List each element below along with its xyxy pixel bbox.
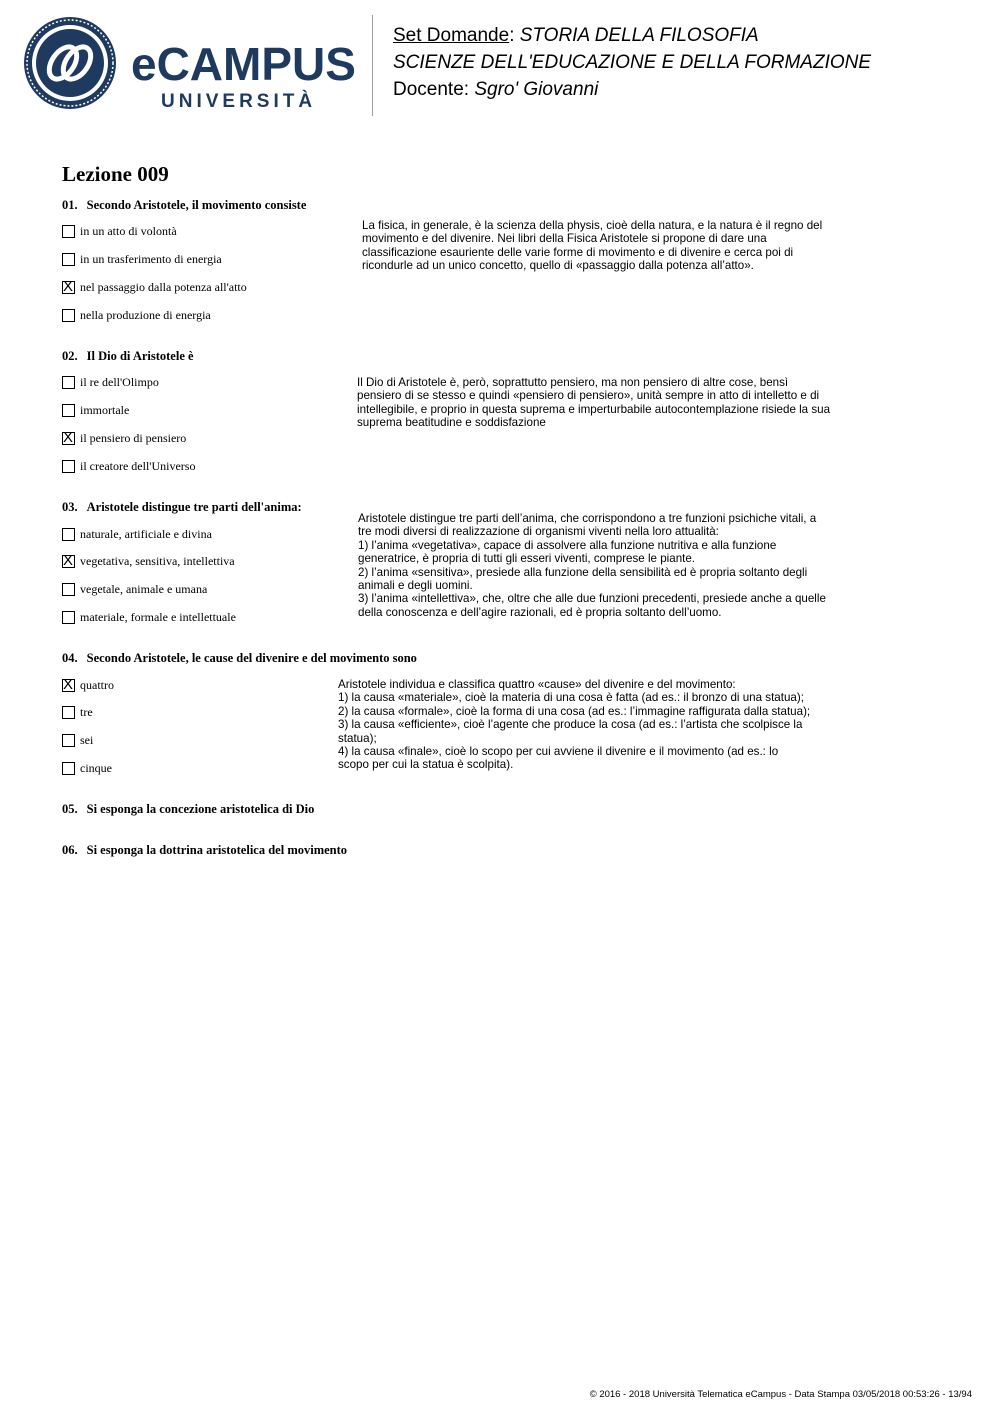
question-text: Il Dio di Aristotele è bbox=[86, 349, 194, 363]
set-line: Set Domande: STORIA DELLA FILOSOFIA bbox=[393, 25, 759, 46]
logo-brand: eCAMPUS bbox=[131, 38, 356, 90]
check-mark: X bbox=[63, 278, 74, 295]
check-mark: X bbox=[63, 676, 74, 693]
explanation-line: classificazione esauriente delle varie forme di movimento e di divenire e cerca poi di bbox=[362, 245, 794, 259]
checkbox-checked[interactable] bbox=[62, 676, 75, 693]
checkbox[interactable] bbox=[62, 253, 75, 266]
explanation bbox=[357, 376, 830, 430]
explanation bbox=[362, 219, 822, 273]
checkbox[interactable] bbox=[62, 734, 75, 747]
option-label: immortale bbox=[80, 403, 130, 417]
explanation-line: ricondurle ad un unico concetto, quello di «passaggio dalla potenza all’atto». bbox=[362, 259, 754, 273]
explanation-line: 1) l’anima «vegetativa», capace di assolvere alla funzione nutritiva e alla funzione bbox=[358, 538, 777, 552]
explanation-line: generatrice, è propria di tutti gli esseri viventi, comprese le piante. bbox=[358, 552, 696, 566]
question-text: Aristotele distingue tre parti dell'anima: bbox=[86, 500, 302, 514]
checkbox[interactable] bbox=[62, 309, 75, 322]
explanation-line: 4) la causa «finale», cioè lo scopo per cui avviene il divenire e il movimento (ad es.: lo bbox=[338, 745, 779, 759]
teacher-line bbox=[393, 76, 871, 103]
explanation-line: La fisica, in generale, è la scienza della physis, cioè della natura, e la natura è il regno del bbox=[362, 219, 823, 232]
set-label: Set Domande bbox=[393, 25, 510, 46]
option-label: quattro bbox=[80, 678, 114, 692]
option-label: in un trasferimento di energia bbox=[80, 252, 222, 266]
option-label: materiale, formale e intellettuale bbox=[80, 610, 236, 624]
option-label: il re dell'Olimpo bbox=[80, 375, 159, 389]
option-label: cinque bbox=[80, 761, 112, 775]
option-label: naturale, artificiale e divina bbox=[80, 527, 212, 541]
checkbox[interactable] bbox=[62, 460, 75, 473]
explanation-line: pensiero di se stesso e quindi «pensiero di pensiero», unità sempre in atto di intelletto e di bbox=[357, 389, 820, 403]
question-text: Secondo Aristotele, il movimento consiste bbox=[86, 198, 307, 212]
question-text: Si esponga la concezione aristotelica di Dio bbox=[86, 802, 315, 816]
explanation-line: 3) la causa «efficiente», cioè l’agente che produce la cosa (ad es.: l’artista che scolpisce la bbox=[338, 718, 803, 732]
explanation-line: 1) la causa «materiale», cioè la materia di una cosa è fatta (ad es.: il bronzo di una statua); bbox=[338, 691, 804, 705]
explanation-line: Aristotele individua e classifica quattro «cause» del divenire e del movimento: bbox=[338, 678, 736, 691]
option-label: in un atto di volontà bbox=[80, 224, 177, 238]
checkbox[interactable] bbox=[62, 528, 75, 541]
question-number: 06. bbox=[62, 843, 78, 857]
option-label: il pensiero di pensiero bbox=[80, 431, 187, 445]
question-title bbox=[62, 843, 347, 858]
explanation bbox=[338, 678, 810, 772]
header-divider bbox=[372, 15, 373, 116]
checkbox[interactable] bbox=[62, 404, 75, 417]
option-label: vegetale, animale e umana bbox=[80, 582, 208, 596]
option-label: vegetativa, sensitiva, intellettiva bbox=[80, 554, 235, 568]
checkbox-checked[interactable] bbox=[62, 429, 75, 446]
explanation-line: Il Dio di Aristotele è, però, soprattutto pensiero, ma non pensiero di altre cose, bensì bbox=[357, 376, 789, 389]
question-number: 05. bbox=[62, 802, 78, 816]
checkbox-checked[interactable] bbox=[62, 278, 75, 295]
question-title bbox=[62, 198, 306, 213]
logo-subtitle: UNIVERSITÀ bbox=[161, 91, 317, 112]
question-title bbox=[62, 500, 302, 515]
question-title bbox=[62, 802, 314, 817]
explanation-line: intellegibile, e proprio in questa suprema e imperturbabile autocontemplazione risiede la sua bbox=[357, 402, 831, 416]
teacher-name: Sgro' Giovanni bbox=[474, 79, 599, 100]
explanation bbox=[358, 512, 826, 619]
checkbox[interactable] bbox=[62, 706, 75, 719]
option-label: nel passaggio dalla potenza all'atto bbox=[80, 280, 247, 294]
checkbox-checked[interactable] bbox=[62, 552, 75, 569]
question-text: Si esponga la dottrina aristotelica del movimento bbox=[86, 843, 348, 857]
checkbox[interactable] bbox=[62, 376, 75, 389]
explanation-line: suprema beatitudine e soddisfazione bbox=[357, 416, 546, 430]
question-text: Secondo Aristotele, le cause del divenire e del movimento sono bbox=[86, 651, 417, 665]
header-info bbox=[393, 22, 871, 103]
explanation-line: 3) l’anima «intellettiva», che, oltre che alle due funzioni precedenti, presiede anche a quelle bbox=[358, 592, 826, 606]
explanation-line: 2) la causa «formale», cioè la forma di una cosa (ad es.: l’immagine raffigurata dalla statua); bbox=[338, 704, 811, 718]
option-label: tre bbox=[80, 705, 93, 719]
question-number: 01. bbox=[62, 198, 78, 212]
checkbox[interactable] bbox=[62, 611, 75, 624]
question-title bbox=[62, 349, 194, 364]
explanation-line: tre modi diversi di realizzazione di organismi viventi nella loro attualità: bbox=[358, 525, 719, 539]
explanation-line: 2) l’anima «sensitiva», presiede alla funzione della sensibilità ed è propria soltanto degli bbox=[358, 565, 808, 579]
teacher-label: Docente: bbox=[393, 79, 475, 100]
option-label: nella produzione di energia bbox=[80, 308, 211, 322]
explanation-line: statua); bbox=[338, 731, 377, 745]
option-label: sei bbox=[80, 733, 94, 747]
question-number: 03. bbox=[62, 500, 78, 514]
option-label: il creatore dell'Universo bbox=[80, 459, 196, 473]
explanation-line: animali e degli uomini. bbox=[358, 579, 473, 593]
explanation-line: della conoscenza e dell’agire razionali, ed è propria soltanto dell’uomo. bbox=[358, 605, 722, 619]
explanation-line: scopo per cui la statua è scolpita). bbox=[338, 758, 514, 772]
course: SCIENZE DELL'EDUCAZIONE E DELLA FORMAZIONE bbox=[393, 52, 872, 73]
question-title bbox=[62, 651, 417, 666]
question-number: 04. bbox=[62, 651, 78, 665]
ecampus-logo bbox=[14, 16, 359, 116]
checkbox[interactable] bbox=[62, 762, 75, 775]
check-mark: X bbox=[63, 552, 74, 569]
checkbox[interactable] bbox=[62, 583, 75, 596]
explanation-line: movimento e del divenire. Nei libri della Fisica Aristotele si propone di dare una bbox=[362, 232, 767, 246]
check-mark: X bbox=[63, 429, 74, 446]
checkbox[interactable] bbox=[62, 225, 75, 238]
explanation-line: Aristotele distingue tre parti dell’anima, che corrispondono a tre funzioni psichiche vitali, a bbox=[358, 512, 817, 525]
question-number: 02. bbox=[62, 349, 78, 363]
subject: STORIA DELLA FILOSOFIA bbox=[519, 25, 759, 46]
lesson-title: Lezione 009 bbox=[62, 162, 169, 186]
footer: © 2016 - 2018 Università Telematica eCampus - Data Stampa 03/05/2018 00:53:26 - 13/94 bbox=[589, 1389, 972, 1400]
